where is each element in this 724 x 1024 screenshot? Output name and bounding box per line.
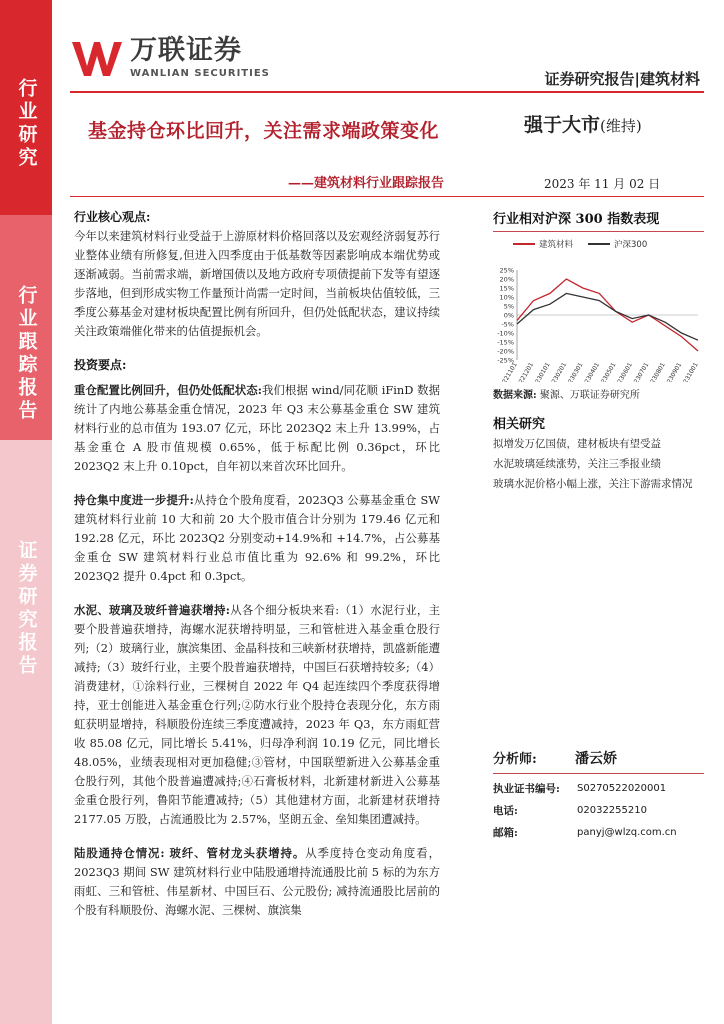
y-tick-label: -20% <box>497 347 514 356</box>
sidebar-right <box>493 208 704 494</box>
investment-point-lead: 持仓集中度进一步提升: <box>74 493 194 507</box>
x-tick-label: 221201 <box>517 361 536 382</box>
sidebar-segment-industry-research <box>0 0 52 215</box>
related-research-link[interactable]: 拟增发万亿国债，建材板块有望受益 <box>493 438 661 450</box>
y-tick-label: 0% <box>503 311 514 320</box>
analyst-phone: 02032255210 <box>577 805 647 816</box>
x-tick-label: 230301 <box>567 361 585 382</box>
wanlian-logo-icon <box>70 38 124 78</box>
investment-point-text: 从各个细分板块来看:（1）水泥行业，主要个股普遍获增持，海螺水泥获增持明显，三和管桩进入基金重仓股行列;（2）玻璃行业，旗滨集团、金晶科技和三峡新材获增持，凯盛新能遭减持;（3）玻纤行业，主要个股普遍获增持，中国巨石获增持较多;（4）消费建材，①涂料行业，三棵树自 2022 年 Q4 起连续四个季度获得增持，亚士创能进入基金重仓行列;②防水行业个股持仓表现分化，东方雨虹获明显增持，科顺股份连续三季度遭减持，2023 年 Q3，东方雨虹营收 85.08 亿元，同比增长 5.41%，归母净利润 10.19 亿元，同比增长 48.05%，业绩表现相对更加稳健;③管材，中国联塑新进入公募基金重仓股行列，其他个股普遍遭减持;④石膏板材料，北新建材新进入公募基金重仓股行列，鲁阳节能遭减持;（5）其他建材方面，北新建材获增持 2177.05 万股，占流通股比为 2.57%，坚朗五金、垒知集团遭减持。 <box>74 603 440 826</box>
analyst-info-key: 邮箱: <box>493 827 518 839</box>
x-tick-label: 230201 <box>550 361 569 382</box>
analyst-block <box>493 748 704 844</box>
source-text: 聚源、万联证券研究所 <box>539 390 640 401</box>
legend-label: 建筑材料 <box>539 240 574 250</box>
company-logo <box>70 36 270 79</box>
analyst-info-row <box>493 800 704 822</box>
main-content <box>74 208 440 920</box>
sidebar-label-industry-research: 行业研究 <box>15 78 38 170</box>
rating-value: 强于大市 <box>524 114 601 136</box>
chart-title: 行业相对沪深 300 指数表现 <box>493 208 704 232</box>
x-tick-label: 231001 <box>682 361 700 382</box>
relative-performance-chart <box>493 232 704 382</box>
analyst-info-key: 执业证书编号: <box>493 783 560 795</box>
report-date: 2023 年 11 月 02 日 <box>544 177 661 191</box>
investment-point <box>74 381 440 476</box>
sidebar-segment-securities-report <box>0 440 52 1024</box>
y-tick-label: -10% <box>497 329 514 338</box>
x-tick-label: 230401 <box>583 361 602 382</box>
company-name-en: WANLIAN SECURITIES <box>130 68 270 79</box>
analyst-label: 分析师: <box>493 752 537 767</box>
legend-label: 沪深300 <box>614 240 648 250</box>
y-tick-label: 15% <box>499 284 514 293</box>
analyst-email[interactable]: panyj@wlzq.com.cn <box>577 827 677 838</box>
analyst-info-row <box>493 778 704 800</box>
series-line <box>517 293 698 340</box>
y-tick-label: 20% <box>499 275 514 284</box>
chart-source <box>493 386 704 401</box>
investment-point-text: 从持仓个股角度看，2023Q3 公募基金重仓 SW 建筑材料行业前 10 大和前 20 大个股市值合计分别为 179.46 亿元和 192.28 亿元，环比 2023Q2 分别变动+14.9%和 +14.7%，占公募基金重仓 SW 建筑材料行业总市值比重为 92.6% 和 99.2%，环比 2023Q2 提升 0.4pct 和 0.3pct。 <box>74 493 440 583</box>
investment-heading: 投资要点: <box>74 358 127 372</box>
investment-point <box>74 601 440 829</box>
investment-point <box>74 491 440 586</box>
rating-note: (维持) <box>600 117 642 135</box>
related-research-link[interactable]: 玻璃水泥价格小幅上涨，关注下游需求情况 <box>493 478 693 490</box>
report-type-label: 证券研究报告|建筑材料 <box>544 70 700 88</box>
x-tick-label: 221101 <box>501 361 519 382</box>
sidebar-segment-tracking-report <box>0 215 52 440</box>
analyst-name: 潘云娇 <box>575 751 617 767</box>
related-research-link[interactable]: 水泥玻璃延续涨势，关注三季报业绩 <box>493 458 661 470</box>
x-tick-label: 230601 <box>616 361 634 382</box>
y-tick-label: 10% <box>499 293 514 302</box>
y-tick-label: -15% <box>497 338 514 347</box>
analyst-info-key: 电话: <box>493 805 518 817</box>
y-tick-label: -5% <box>501 320 514 329</box>
core-view-text: 今年以来建筑材料行业受益于上游原材料价格回落以及宏观经济弱复苏行业整体业绩有所修复,但进入四季度由于低基数等因素影响成本端优势或逐渐减弱。当前需求端，新增国债以及地方政府专项债提前下发等有望逐步落地，但到形成实物工作量预计尚需一定时间，当前板块估值较低，三季度公募基金对建材板块配置比例有所回升，但仍处低配状态，建议持续关注政策端催化带来的估值提振机会。 <box>74 229 440 338</box>
industry-rating <box>524 110 642 137</box>
company-name-cn: 万联证券 <box>130 35 242 66</box>
left-sidebar <box>0 0 52 1024</box>
y-tick-label: -25% <box>497 356 514 365</box>
report-subtitle: ——建筑材料行业跟踪报告 <box>288 176 445 191</box>
investment-point-text: 我们根据 wind/同花顺 iFinD 数据统计了内地公募基金重仓情况，2023 年 Q3 末公募基金重仓 SW 建筑材料行业的总市值为 193.07 亿元，环比 2023Q2 末上升 13.99%，占基金重仓 A 股市值规模 0.65%，低于标配比例 0.36pct，环比 2023Q2 末上升 0.10pct，自年初以来首次环比回升。 <box>74 383 440 473</box>
y-tick-label: 25% <box>499 266 514 275</box>
investment-point-lead: 重仓配置比例回升，但仍处低配状态: <box>74 383 262 397</box>
investment-point <box>74 844 440 920</box>
header-divider <box>70 91 704 93</box>
report-title: 基金持仓环比回升，关注需求端政策变化 <box>88 120 440 142</box>
x-tick-label: 230501 <box>599 361 618 382</box>
x-tick-label: 230901 <box>665 361 684 382</box>
sidebar-label-securities-report: 证券研究报告 <box>15 540 38 678</box>
sidebar-label-tracking-report: 行业跟踪报告 <box>15 285 38 423</box>
title-divider <box>70 196 704 197</box>
related-research-title: 相关研究 <box>493 417 546 432</box>
core-view-heading: 行业核心观点: <box>74 210 151 224</box>
source-label: 数据来源: <box>493 390 537 401</box>
investment-point-lead: 陆股通持仓情况: 玻纤、管材龙头获增持。 <box>74 846 306 860</box>
x-tick-label: 230701 <box>632 361 651 382</box>
y-tick-label: 5% <box>503 302 514 311</box>
chart-svg <box>493 232 704 382</box>
analyst-info-row <box>493 822 704 844</box>
x-tick-label: 230101 <box>534 361 552 382</box>
x-tick-label: 230801 <box>649 361 667 382</box>
investment-point-lead: 水泥、玻璃及玻纤普遍获增持: <box>74 603 230 617</box>
analyst-license: S0270522020001 <box>577 783 667 794</box>
investment-point-text: 从季度持仓变动角度看，2023Q3 期间 SW 建筑材料行业中陆股通增持流通股比前 5 标的为东方雨虹、三和管桩、伟星新材、中国巨石、公元股份; 减持流通股比居前的个股有科顺股份、海螺水泥、三棵树、旗滨集 <box>74 846 440 917</box>
